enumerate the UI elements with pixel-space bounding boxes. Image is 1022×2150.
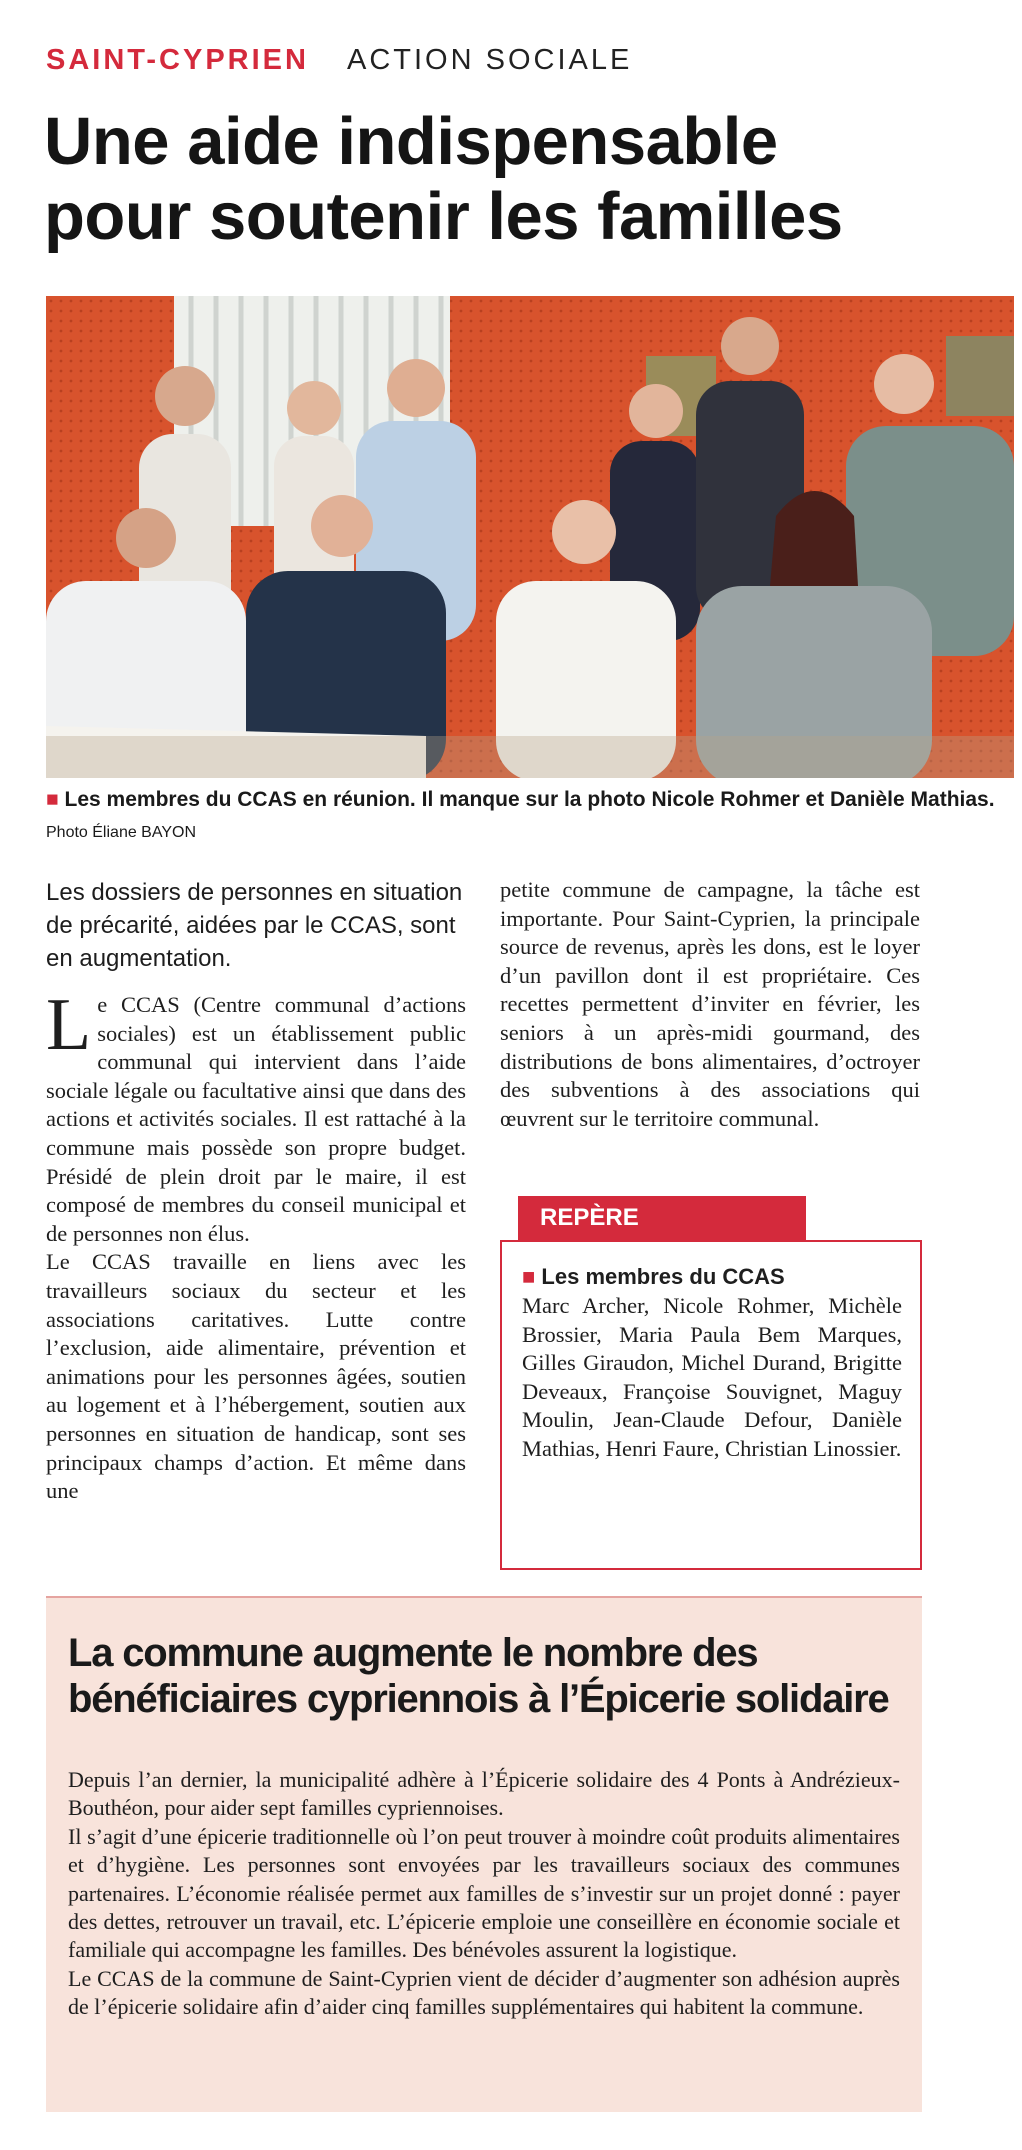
- photo-credit: Photo Éliane BAYON: [46, 824, 197, 841]
- drop-cap: L: [46, 984, 92, 1066]
- headline-line-1: Une aide indispensable: [44, 104, 778, 179]
- repere-box: [500, 1240, 922, 1570]
- article-paragraph-1-text: e CCAS (Centre communal d’actions sociales) est un établissement public communal qui intervient dans l’aide sociale légale ou facultative ainsi que dans des actions et activités sociales. Il est rattaché à la commune mais possède son propre budget. Présidé de plein droit par le maire, il est composé de membres du conseil municipal et de personnes non élus.: [46, 992, 466, 1246]
- caption-text: Les membres du CCAS en réunion. Il manque sur la photo Nicole Rohmer et Danièle Mathias.: [64, 788, 995, 811]
- focus-paragraph-3: Le CCAS de la commune de Saint-Cyprien vient de décider d’augmenter son adhésion auprès de l’épicerie solidaire afin d’aider cinq familles supplémentaires qui habitent la commune.: [68, 1965, 900, 2020]
- article-column-left: [46, 876, 466, 1506]
- group-photo: [46, 296, 1014, 778]
- photo-caption: [46, 784, 996, 848]
- repere-tab: REPÈRE: [518, 1196, 806, 1240]
- page-title: [44, 104, 1004, 254]
- article-paragraph-1: [46, 984, 466, 1248]
- focus-headline-line-1: La commune augmente le nombre des: [68, 1631, 758, 1675]
- repere-title: [522, 1264, 902, 1290]
- article-intro: Les dossiers de personnes en situation de précarité, aidées par le CCAS, sont en augmentation.: [46, 879, 463, 972]
- repere-members-list: Marc Archer, Nicole Rohmer, Michèle Brossier, Maria Paula Bem Marques, Gilles Giraudon, Michel Durand, Brigitte Deveaux, Françoise Souvignet, Maguy Moulin, Jean-Claude Defour, Danièle Mathias, Henri Faure, Christian Linossier.: [522, 1293, 902, 1461]
- focus-headline-line-2: bénéficiaires cypriennois à l’Épicerie solidaire: [68, 1677, 889, 1721]
- section-label: ACTION SOCIALE: [346, 44, 633, 76]
- kicker: [46, 44, 632, 77]
- focus-text: [68, 1766, 900, 2022]
- article-paragraph-2: Le CCAS travaille en liens avec les travailleurs sociaux du secteur et les associations caritatives. Lutte contre l’exclusion, aide alimentaire, prévention et animations pour les personnes âgées, soutien au logement et à l’hébergement, soutien aux personnes en situation de handicap, sont ses principaux champs d’action. Et même dans une: [46, 1249, 466, 1504]
- focus-paragraph-1: Depuis l’an dernier, la municipalité adhère à l’Épicerie solidaire des 4 Ponts à Andrézieux-Bouthéon, pour aider sept familles cypriennoises.: [68, 1767, 900, 1821]
- focus-box: [46, 1596, 922, 2112]
- focus-paragraph-2: Il s’agit d’une épicerie traditionnelle où l’on peut trouver à moindre coût produits alimentaires et d’hygiène. Les personnes sont envoyées par les travailleurs sociaux des communes partenaires. L’économie réalisée permet aux familles de s’investir sur un projet donné : payer des dettes, retrouver un travail, etc. L’épicerie emploie une conseillère en économie sociale et familiale qui accompagne les familles. Des bénévoles assurent la logistique.: [68, 1823, 900, 1963]
- group-photo-illustration: [46, 296, 1014, 778]
- headline-line-2: pour soutenir les familles: [44, 179, 843, 254]
- location-label: SAINT-CYPRIEN: [46, 44, 309, 76]
- article-paragraph-3: petite commune de campagne, la tâche est importante. Pour Saint-Cyprien, la principale source de revenus, après les dons, est le loyer d’un pavillon dont il est propriétaire. Ces recettes permettent d’inviter en février, les seniors à un après-midi gourmand, des distributions de bons alimentaires, d’octroyer des subventions à des associations qui œuvrent sur le territoire communal.: [500, 877, 920, 1131]
- repere-title-text: Les membres du CCAS: [541, 1264, 785, 1289]
- bullet-square-icon: ■: [46, 788, 59, 811]
- article-column-right: [500, 876, 920, 1133]
- focus-headline: [68, 1630, 900, 1722]
- bullet-square-icon: ■: [522, 1264, 536, 1289]
